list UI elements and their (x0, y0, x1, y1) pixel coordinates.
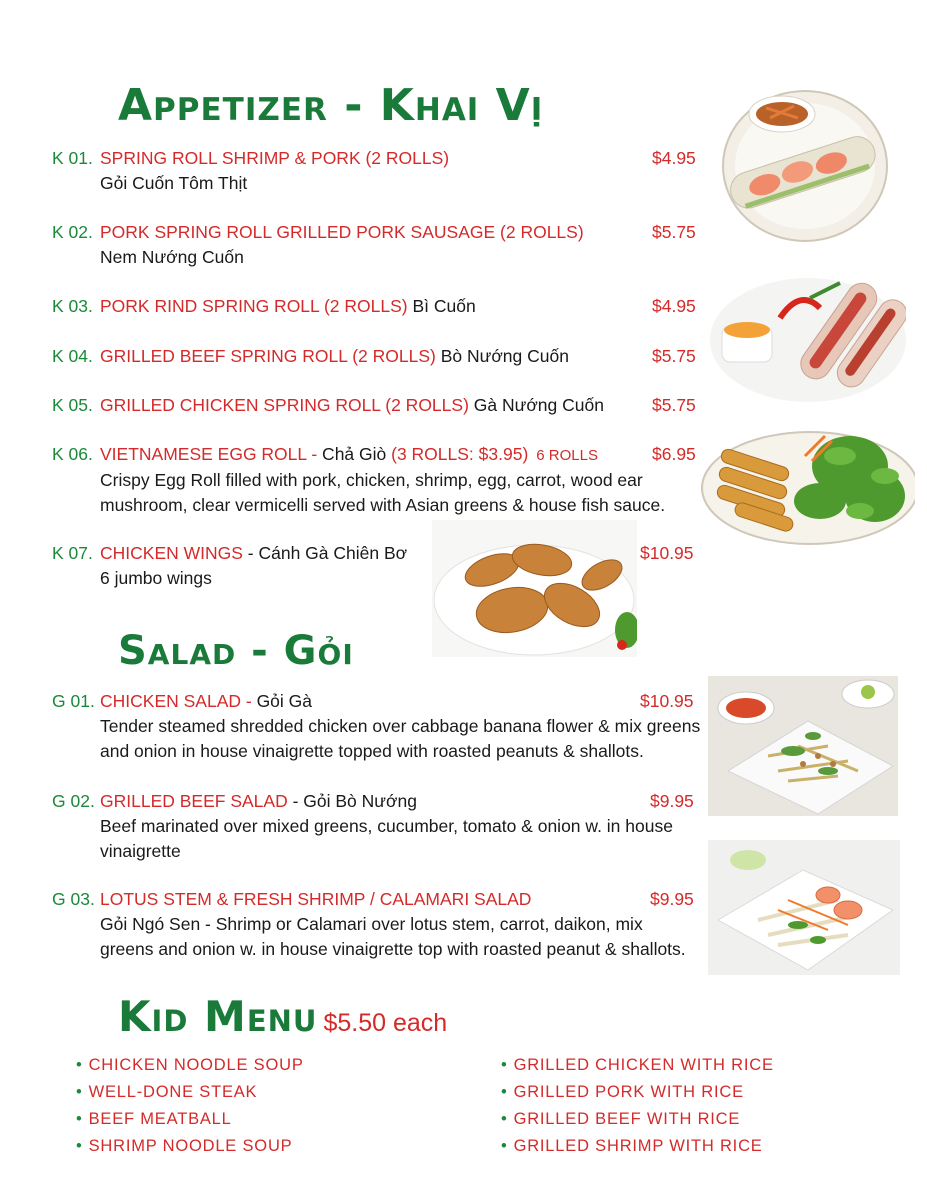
item-name: LOTUS STEM & FRESH SHRIMP / CALAMARI SALAD (100, 889, 532, 909)
bullet-icon: • (76, 1110, 83, 1128)
menu-item-k02 (52, 220, 702, 270)
bullet-icon: • (501, 1137, 508, 1155)
egg-roll-photo (700, 416, 915, 546)
chicken-wings-photo (432, 520, 637, 657)
menu-item-g02 (52, 789, 702, 864)
item-vietnamese-name: Bò Nướng Cuốn (435, 346, 569, 366)
spring-roll-photo (720, 84, 890, 244)
item-price: $4.95 (652, 296, 696, 316)
item-option-6-rolls: 6 ROLLS (536, 447, 598, 464)
chicken-salad-photo (708, 676, 898, 816)
item-price: $9.95 (650, 889, 694, 909)
item-description: Beef marinated over mixed greens, cucumber, tomato & onion w. in house (100, 816, 673, 836)
item-price: $6.95 (652, 444, 696, 464)
item-code: K 06. (52, 444, 93, 464)
kid-menu-list-right (501, 1052, 774, 1160)
menu-item-g03 (52, 887, 712, 962)
bullet-icon: • (501, 1083, 508, 1101)
item-code: K 04. (52, 346, 93, 366)
item-option-3-rolls: (3 ROLLS: $3.95) (391, 444, 529, 464)
item-code: G 03. (52, 889, 95, 909)
kid-menu-list-left (76, 1052, 304, 1160)
item-price: $4.95 (652, 148, 696, 168)
item-description: vinaigrette (100, 841, 181, 861)
item-price: $5.75 (652, 346, 696, 366)
item-name: GRILLED BEEF SPRING ROLL (2 ROLLS) (100, 346, 436, 366)
item-name: GRILLED BEEF SALAD (100, 791, 288, 811)
menu-item-g01 (52, 689, 702, 764)
item-vietnamese-name: Chả Giò (317, 444, 392, 464)
kid-menu-section-title (118, 992, 447, 1041)
item-code: G 02. (52, 791, 95, 811)
menu-item-k03 (52, 294, 702, 319)
kid-menu-item: • SHRIMP NOODLE SOUP (76, 1137, 293, 1155)
item-vietnamese-name: Bì Cuốn (407, 296, 476, 316)
item-description: mushroom, clear vermicelli served with Asian greens & house fish sauce. (100, 495, 666, 515)
kid-menu-item: • GRILLED PORK WITH RICE (501, 1083, 744, 1101)
item-description: and onion in house vinaigrette topped with roasted peanuts & shallots. (100, 741, 644, 761)
menu-item-k04 (52, 344, 702, 369)
kid-menu-item: • GRILLED CHICKEN WITH RICE (501, 1056, 774, 1074)
item-vietnamese-name: Gà Nướng Cuốn (468, 395, 604, 415)
item-description: Crispy Egg Roll filled with pork, chicken, shrimp, egg, carrot, wood ear (100, 470, 643, 490)
item-name: CHICKEN SALAD - (100, 691, 252, 711)
menu-item-k01 (52, 146, 702, 196)
item-name: GRILLED CHICKEN SPRING ROLL (2 ROLLS) (100, 395, 469, 415)
item-description: greens and onion w. in house vinaigrette top with roasted peanut & shallots. (100, 939, 686, 959)
item-name: PORK RIND SPRING ROLL (2 ROLLS) (100, 296, 408, 316)
bullet-icon: • (76, 1137, 83, 1155)
grilled-spring-roll-photo (710, 278, 906, 402)
item-code: K 02. (52, 222, 93, 242)
item-code: K 07. (52, 543, 93, 563)
bullet-icon: • (76, 1056, 83, 1074)
item-price: $10.95 (640, 543, 694, 563)
bullet-icon: • (76, 1083, 83, 1101)
lotus-stem-salad-photo (708, 840, 900, 975)
appetizer-section-title: Appetizer - Khai Vị (118, 80, 544, 131)
item-price: $5.75 (652, 395, 696, 415)
item-price: $9.95 (650, 791, 694, 811)
item-code: G 01. (52, 691, 95, 711)
kid-menu-price-note: $5.50 each (323, 1009, 448, 1037)
item-description: Tender steamed shredded chicken over cabbage banana flower & mix greens (100, 716, 701, 736)
menu-item-k05 (52, 393, 702, 418)
item-description: Gỏi Cuốn Tôm Thịt (100, 173, 248, 193)
item-name: CHICKEN WINGS (100, 543, 243, 563)
item-vietnamese-name: - Gỏi Bò Nướng (287, 791, 417, 811)
kid-menu-item: • CHICKEN NOODLE SOUP (76, 1056, 304, 1074)
item-price: $10.95 (640, 691, 694, 711)
item-code: K 03. (52, 296, 93, 316)
menu-item-k06 (52, 442, 702, 518)
item-name: PORK SPRING ROLL GRILLED PORK SAUSAGE (2 ROLLS) (100, 222, 584, 242)
item-description: 6 jumbo wings (100, 568, 212, 588)
item-price: $5.75 (652, 222, 696, 242)
item-vietnamese-name: Gỏi Gà (251, 691, 313, 711)
item-description: Gỏi Ngó Sen - Shrimp or Calamari over lotus stem, carrot, daikon, mix (100, 914, 643, 934)
salad-section-title: Salad - Gỏi (118, 628, 354, 674)
kid-menu-item: • BEEF MEATBALL (76, 1110, 232, 1128)
kid-menu-item: • WELL-DONE STEAK (76, 1083, 258, 1101)
item-code: K 05. (52, 395, 93, 415)
item-code: K 01. (52, 148, 93, 168)
bullet-icon: • (501, 1056, 508, 1074)
item-description: Nem Nướng Cuốn (100, 247, 244, 267)
item-vietnamese-name: - Cánh Gà Chiên Bơ (242, 543, 408, 563)
kid-menu-item: • GRILLED SHRIMP WITH RICE (501, 1137, 763, 1155)
item-name: SPRING ROLL SHRIMP & PORK (2 ROLLS) (100, 148, 450, 168)
item-name: VIETNAMESE EGG ROLL - (100, 444, 318, 464)
kid-menu-title-text: Kid Menu (118, 992, 318, 1041)
kid-menu-item: • GRILLED BEEF WITH RICE (501, 1110, 741, 1128)
bullet-icon: • (501, 1110, 508, 1128)
